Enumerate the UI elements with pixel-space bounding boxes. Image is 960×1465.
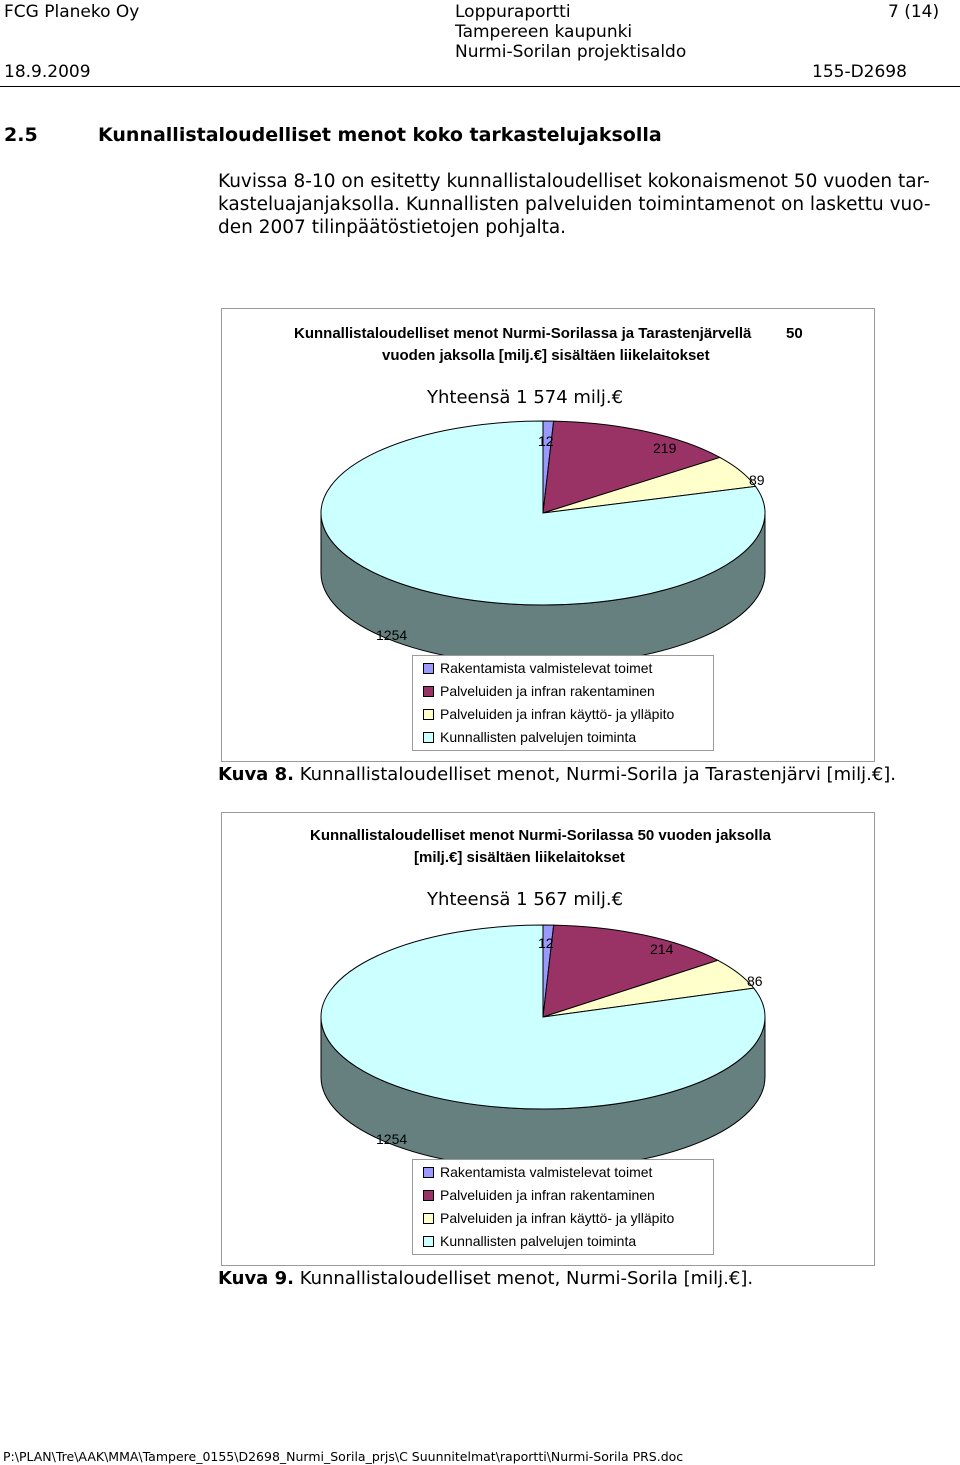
legend-label: Palveluiden ja infran rakentaminen: [440, 683, 655, 699]
chart-1-label-0: 12: [538, 433, 554, 449]
header-report: Loppuraportti: [455, 2, 571, 22]
legend-item: [423, 1185, 655, 1205]
legend-label: Kunnallisten palvelujen toiminta: [440, 729, 637, 745]
legend-item: [423, 704, 674, 724]
chart-2-frame: [221, 812, 875, 1266]
header-rule: [0, 86, 960, 87]
figure-8-label: Kuva 8.: [218, 764, 294, 785]
chart-2-title-line1: Kunnallistaloudelliset menot Nurmi-Sorilassa 50 vuoden jaksolla: [310, 827, 771, 844]
header-client: Tampereen kaupunki: [455, 22, 633, 42]
chart-2-total: Yhteensä 1 567 milj.€: [427, 889, 624, 910]
legend-label: Rakentamista valmistelevat toimet: [440, 1164, 653, 1180]
chart-1-total: Yhteensä 1 574 milj.€: [427, 387, 624, 408]
header-code: 155-D2698: [812, 62, 907, 82]
legend-swatch: [423, 1213, 434, 1224]
chart-2-label-1: 214: [650, 941, 674, 957]
legend-swatch: [423, 1190, 434, 1201]
chart-2-label-2: 86: [747, 973, 763, 989]
legend-swatch: [423, 663, 434, 674]
legend-swatch: [423, 709, 434, 720]
header-company: FCG Planeko Oy: [4, 2, 140, 22]
chart-1-frame: [221, 308, 875, 762]
legend-label: Palveluiden ja infran käyttö- ja ylläpito: [440, 706, 675, 722]
legend-item: [423, 1208, 674, 1228]
legend-label: Palveluiden ja infran käyttö- ja ylläpito: [440, 1210, 675, 1226]
chart-1-label-2: 89: [749, 472, 765, 488]
figure-8-text: Kunnallistaloudelliset menot, Nurmi-Sorila ja Tarastenjärvi [milj.€].: [293, 764, 897, 785]
legend-swatch: [423, 1236, 434, 1247]
chart-2-label-3: 1254: [376, 1131, 408, 1147]
chart-1-title-line1: Kunnallistaloudelliset menot Nurmi-Sorilassa ja Tarastenjärvellä: [294, 325, 752, 342]
legend-item: [423, 681, 655, 701]
legend-swatch: [423, 732, 434, 743]
legend-label: Palveluiden ja infran rakentaminen: [440, 1187, 655, 1203]
legend-label: Kunnallisten palvelujen toiminta: [440, 1233, 637, 1249]
chart-1-label-3: 1254: [376, 627, 408, 643]
legend-item: [423, 727, 636, 747]
chart-1-label-1: 219: [653, 440, 677, 456]
section-title: Kunnallistaloudelliset menot koko tarkastelujaksolla: [98, 124, 662, 146]
legend-label: Rakentamista valmistelevat toimet: [440, 660, 653, 676]
legend-item: [423, 1162, 652, 1182]
paragraph-line: Kuvissa 8-10 on esitetty kunnallistaloudelliset kokonaismenot 50 vuoden tar-: [218, 171, 930, 192]
chart-1-title-50: 50: [786, 325, 803, 342]
header-date: 18.9.2009: [4, 62, 91, 82]
chart-2-label-0: 12: [538, 935, 554, 951]
chart-2-title-line2: [milj.€] sisältäen liikelaitokset: [414, 849, 625, 866]
legend-item: [423, 658, 652, 678]
figure-9-label: Kuva 9.: [218, 1268, 294, 1289]
chart-2-legend: [412, 1159, 714, 1255]
legend-swatch: [423, 1167, 434, 1178]
paragraph-line: den 2007 tilinpäätöstietojen pohjalta.: [218, 217, 567, 238]
legend-item: [423, 1231, 636, 1251]
legend-swatch: [423, 686, 434, 697]
section-number: 2.5: [4, 124, 38, 146]
chart-1-legend: [412, 655, 714, 751]
header-project: Nurmi-Sorilan projektisaldo: [455, 42, 687, 62]
figure-8-caption: [218, 764, 896, 785]
chart-1-title-line2: vuoden jaksolla [milj.€] sisältäen liikelaitokset: [382, 347, 710, 364]
footer-path: P:\PLAN\Tre\AAK\MMA\Tampere_0155\D2698_Nurmi_Sorila_prjs\C Suunnitelmat\raportti\Nurmi-Sorila PRS.doc: [3, 1449, 684, 1464]
paragraph-line: kasteluajanjaksolla. Kunnallisten palveluiden toimintamenot on laskettu vuo-: [218, 194, 931, 215]
figure-9-text: Kunnallistaloudelliset menot, Nurmi-Sorila [milj.€].: [293, 1268, 754, 1289]
figure-9-caption: [218, 1268, 753, 1289]
header-page: 7 (14): [888, 2, 940, 22]
